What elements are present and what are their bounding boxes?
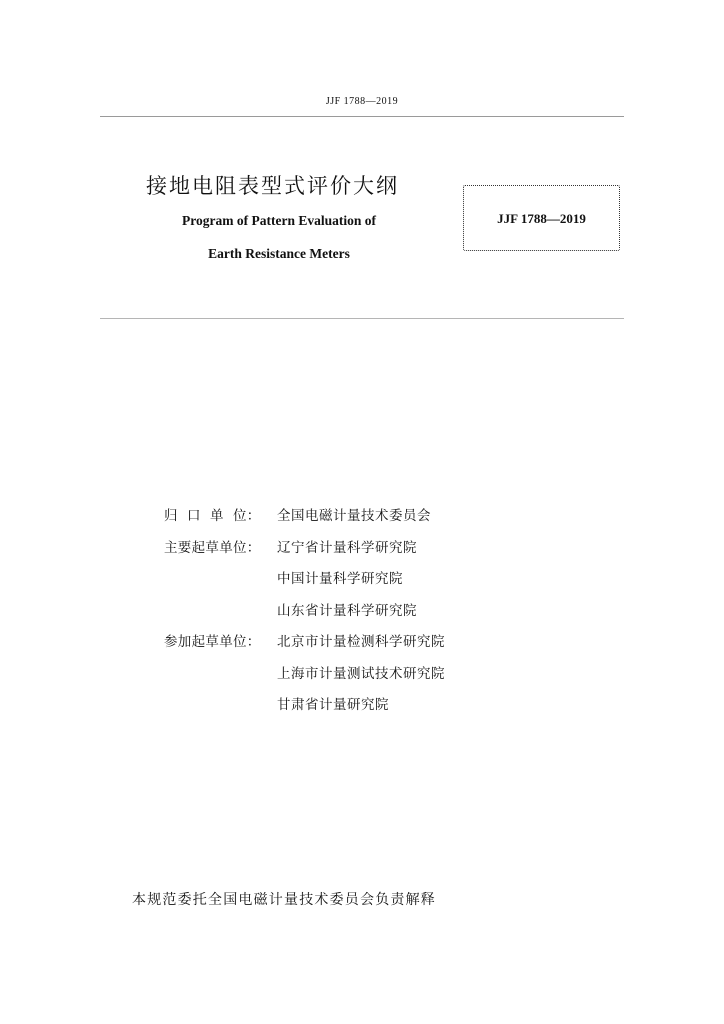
unit-value: 北京市计量检测科学研究院 bbox=[277, 634, 445, 650]
unit-value: 全国电磁计量技术委员会 bbox=[277, 508, 431, 524]
title-separator-rule bbox=[100, 318, 624, 319]
unit-row-participating-drafter bbox=[164, 693, 445, 725]
unit-row-participating-drafter bbox=[164, 662, 445, 694]
unit-label: 归 口 单 位： bbox=[164, 508, 261, 524]
standard-code-box bbox=[463, 185, 620, 251]
unit-row-responsible bbox=[164, 504, 445, 536]
unit-value: 中国计量科学研究院 bbox=[277, 571, 403, 587]
unit-row-main-drafter bbox=[164, 536, 445, 568]
unit-value: 山东省计量科学研究院 bbox=[277, 602, 417, 619]
drafting-units-list bbox=[164, 504, 445, 725]
interpretation-note: 本规范委托全国电磁计量技术委员会负责解释 bbox=[132, 892, 436, 908]
unit-row-main-drafter bbox=[164, 599, 445, 631]
running-header-code: JJF 1788—2019 bbox=[325, 96, 399, 107]
standard-code: JJF 1788—2019 bbox=[497, 211, 586, 226]
unit-value: 上海市计量测试技术研究院 bbox=[277, 665, 445, 682]
header-rule bbox=[100, 116, 624, 117]
unit-row-main-drafter bbox=[164, 567, 445, 599]
title-chinese: 接地电阻表型式评价大纲 bbox=[146, 174, 399, 198]
unit-label: 主要起草单位： bbox=[164, 539, 261, 556]
unit-row-participating-drafter bbox=[164, 630, 445, 662]
title-english-line1: Program of Pattern Evaluation of bbox=[182, 213, 376, 228]
unit-label: 参加起草单位： bbox=[164, 634, 261, 650]
unit-value: 甘肃省计量研究院 bbox=[277, 697, 389, 713]
title-english-line2: Earth Resistance Meters bbox=[208, 246, 350, 261]
unit-value: 辽宁省计量科学研究院 bbox=[277, 539, 417, 556]
